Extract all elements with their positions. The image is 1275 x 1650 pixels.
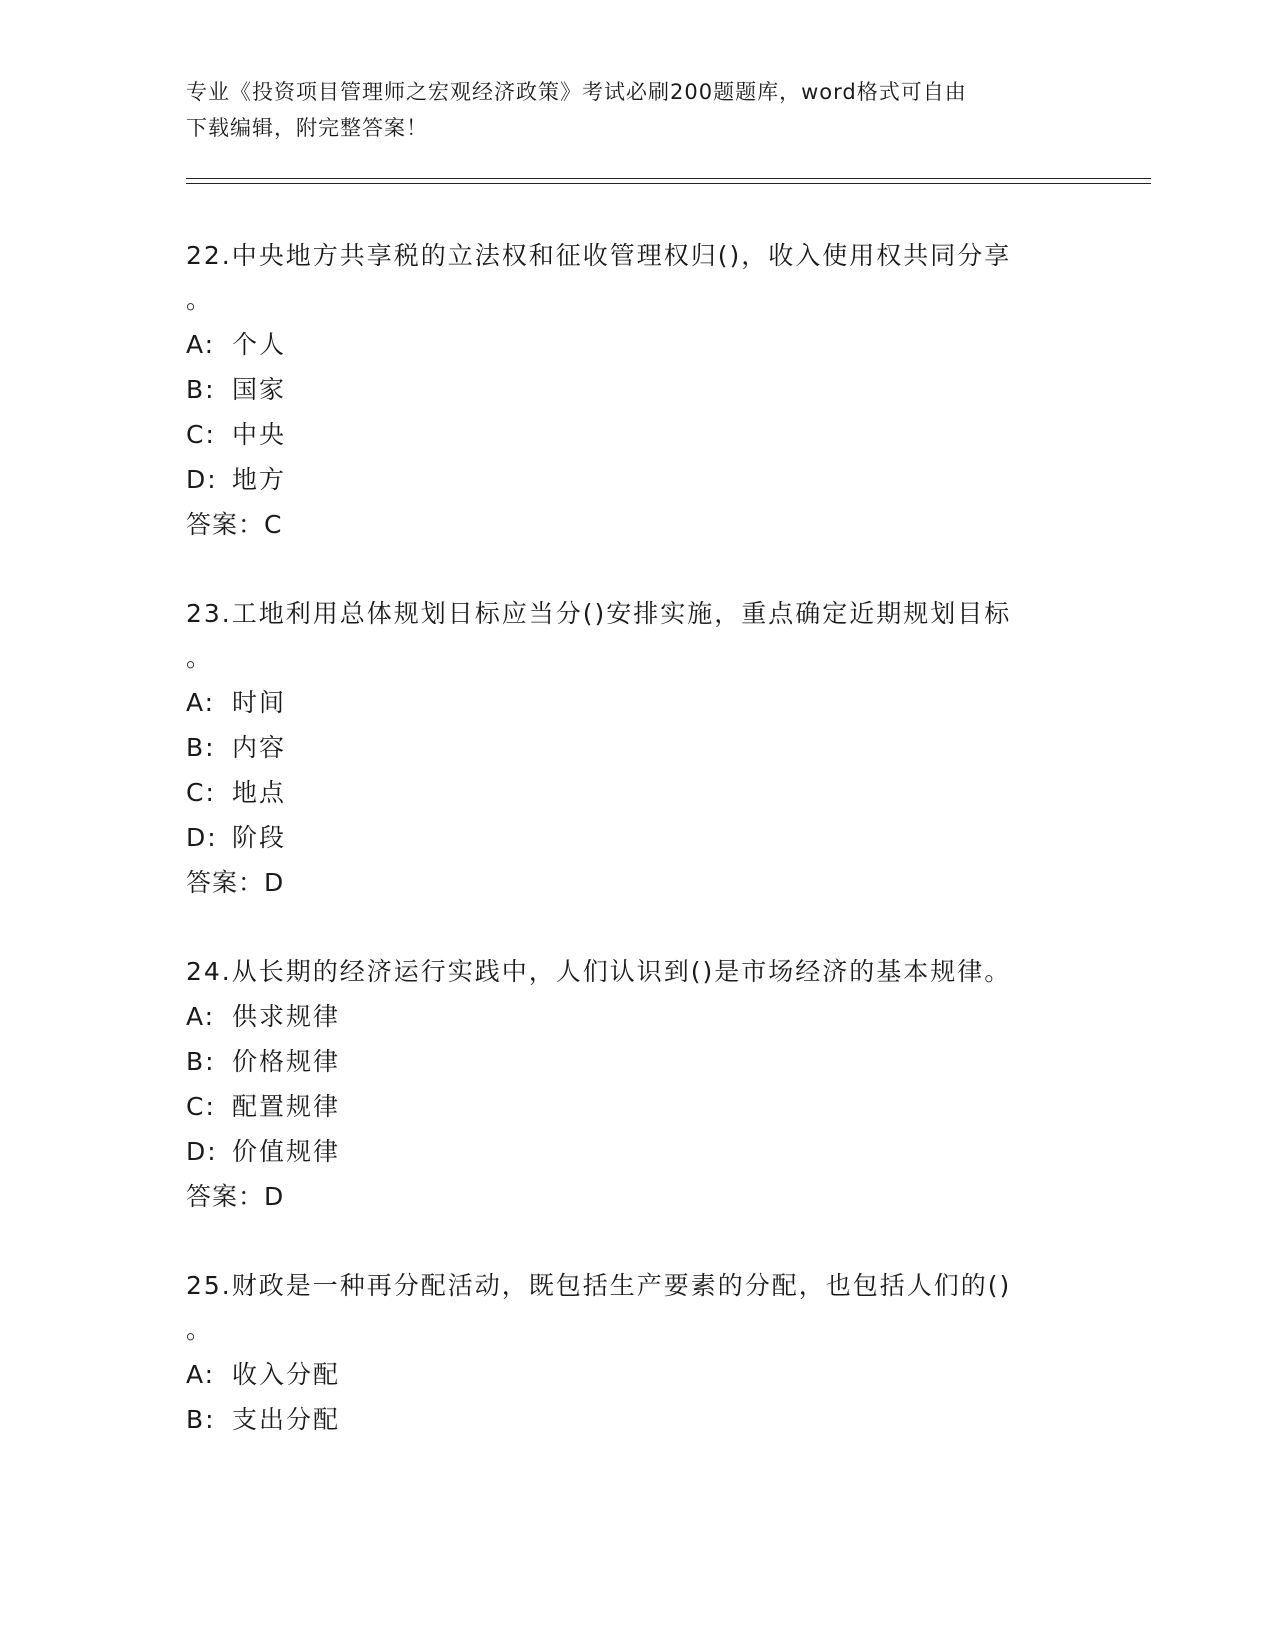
option-text: 供求规律 — [232, 1002, 341, 1031]
option-text: 中央 — [232, 420, 287, 449]
option-text: 收入分配 — [232, 1360, 341, 1389]
question-24 — [186, 950, 1086, 1264]
option-b — [186, 367, 1086, 412]
option-a — [186, 1352, 1086, 1397]
question-22 — [186, 234, 1086, 592]
option-text: 价格规律 — [232, 1047, 341, 1076]
option-a — [186, 322, 1086, 367]
header-title-line-2: 下载编辑，附完整答案！ — [186, 116, 428, 140]
option-d — [186, 815, 1086, 860]
option-text: 国家 — [232, 375, 287, 404]
option-text: 支出分配 — [232, 1405, 341, 1434]
option-text: 内容 — [232, 733, 287, 762]
option-text: 配置规律 — [232, 1092, 341, 1121]
option-b — [186, 1397, 1086, 1442]
option-text: 时间 — [232, 688, 287, 717]
option-text: 个人 — [232, 330, 287, 359]
option-letter: A: — [186, 1360, 216, 1389]
option-d — [186, 457, 1086, 502]
option-b — [186, 725, 1086, 770]
answer-line: 答案：C — [186, 510, 283, 539]
option-letter: D: — [186, 465, 218, 494]
answer-line: 答案：D — [186, 1182, 285, 1211]
option-text: 地点 — [232, 778, 287, 807]
option-letter: B: — [186, 375, 216, 404]
option-c — [186, 412, 1086, 457]
option-c — [186, 770, 1086, 815]
question-text: 24.从长期的经济运行实践中，人们认识到()是市场经济的基本规律。 — [186, 957, 1012, 986]
option-letter: D: — [186, 823, 218, 852]
option-letter: A: — [186, 688, 216, 717]
option-a — [186, 680, 1086, 725]
question-text-tail: 。 — [186, 1315, 212, 1344]
option-a — [186, 994, 1086, 1039]
option-letter: B: — [186, 1047, 216, 1076]
option-letter: C: — [186, 420, 216, 449]
option-letter: D: — [186, 1137, 218, 1166]
option-text: 价值规律 — [232, 1137, 341, 1166]
question-25 — [186, 1264, 1086, 1442]
header-divider — [186, 178, 1151, 184]
option-letter: A: — [186, 330, 216, 359]
option-letter: C: — [186, 778, 216, 807]
header-title-line-1: 专业《投资项目管理师之宏观经济政策》考试必刷200题题库，word格式可自由 — [186, 80, 967, 104]
option-letter: B: — [186, 1405, 216, 1434]
document-header — [186, 74, 1066, 146]
question-text-tail: 。 — [186, 285, 212, 314]
option-letter: A: — [186, 1002, 216, 1031]
question-text: 23.工地利用总体规划日标应当分()安排实施，重点确定近期规划目标 — [186, 599, 1012, 628]
question-text-tail: 。 — [186, 643, 212, 672]
question-text: 25.财政是一种再分配活动，既包括生产要素的分配，也包括人们的() — [186, 1271, 1012, 1300]
option-letter: B: — [186, 733, 216, 762]
option-d — [186, 1129, 1086, 1174]
question-list — [186, 234, 1086, 1442]
option-letter: C: — [186, 1092, 216, 1121]
option-text: 地方 — [232, 465, 287, 494]
option-b — [186, 1039, 1086, 1084]
question-text: 22.中央地方共享税的立法权和征收管理权归()，收入使用权共同分享 — [186, 241, 1012, 270]
option-text: 阶段 — [232, 823, 287, 852]
answer-line: 答案：D — [186, 868, 285, 897]
question-23 — [186, 592, 1086, 950]
option-c — [186, 1084, 1086, 1129]
